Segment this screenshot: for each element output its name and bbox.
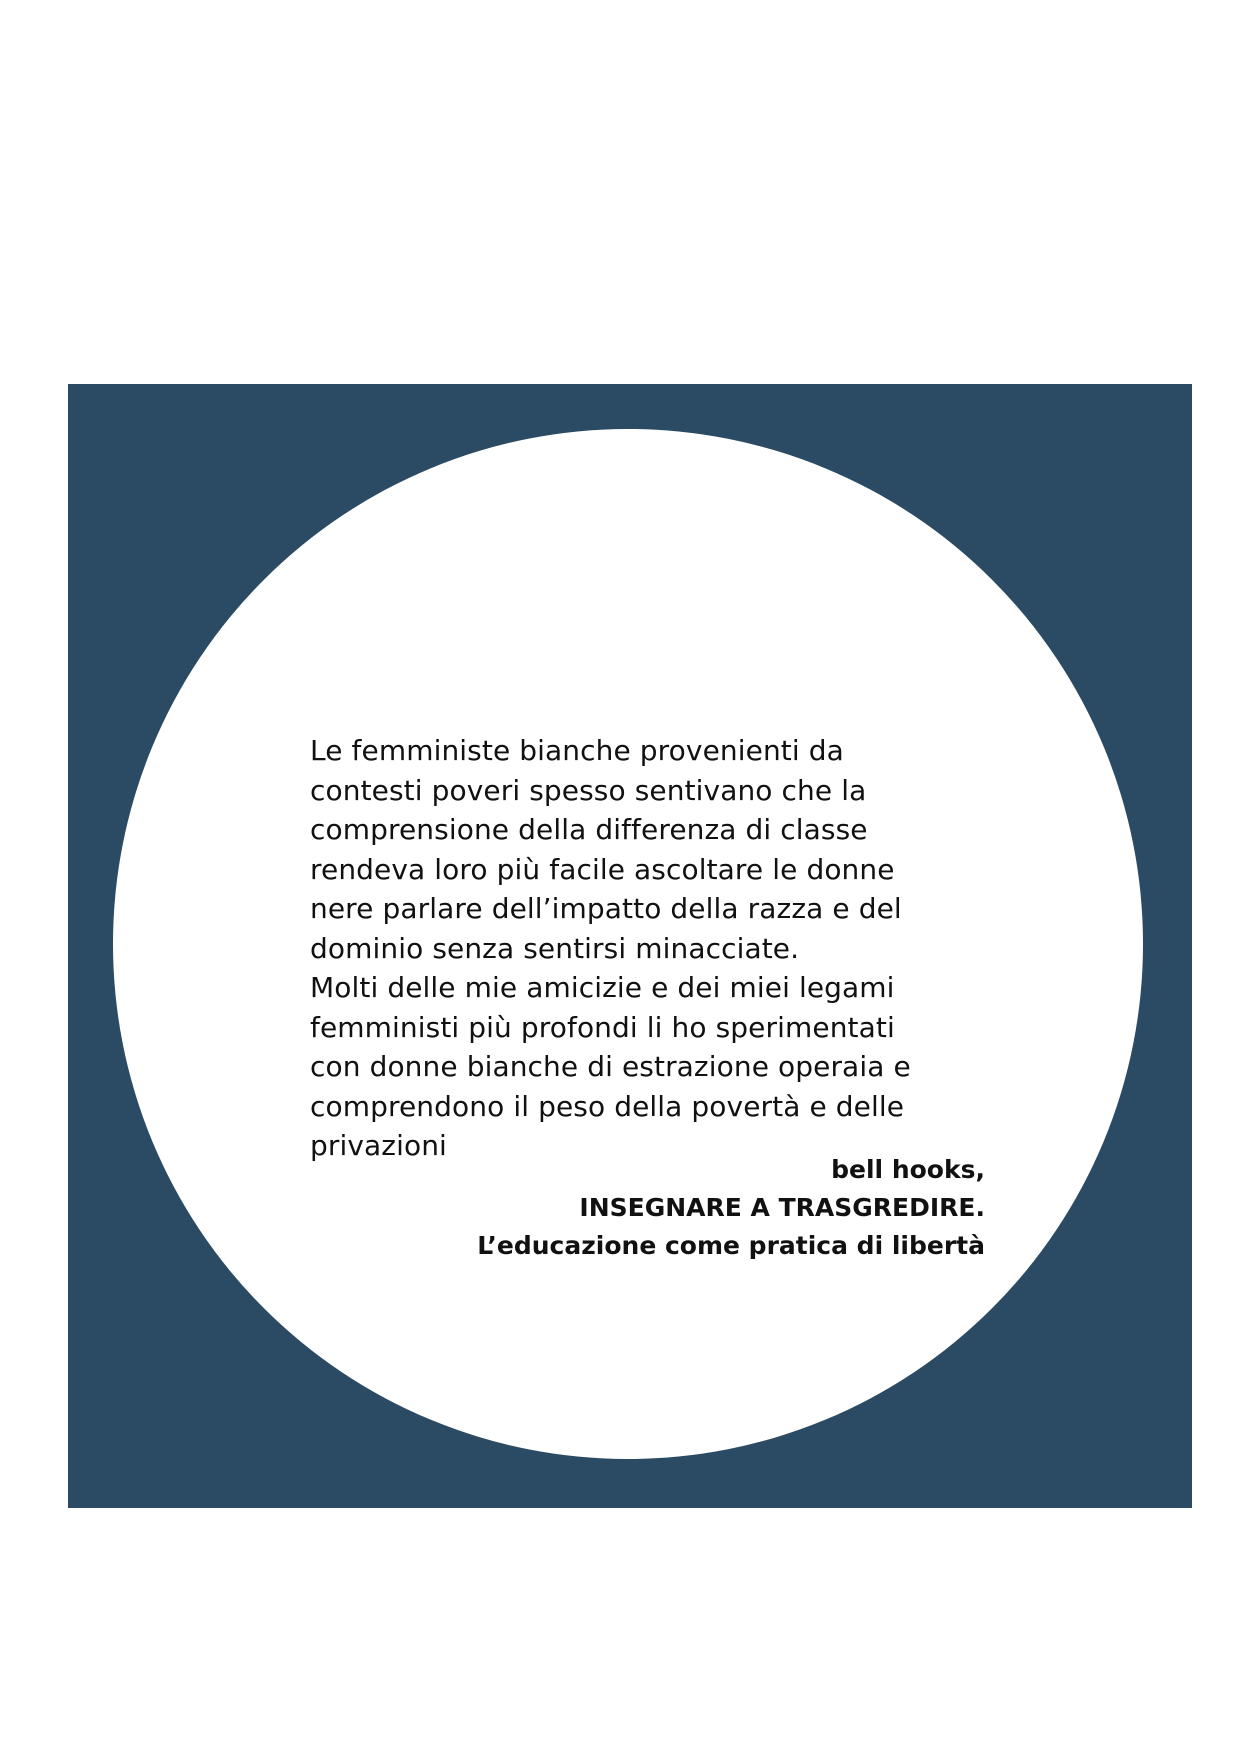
quote-line: Le femministe bianche provenienti da xyxy=(310,734,844,767)
quote-line: privazioni xyxy=(310,1129,447,1162)
quote-line: rendeva loro più facile ascoltare le donne xyxy=(310,852,895,886)
attribution-author: bell hooks, xyxy=(831,1155,985,1184)
quote-line: Molti delle mie amicizie e dei miei legami xyxy=(310,971,895,1004)
quote-line: comprendono il peso della povertà e delle xyxy=(310,1089,905,1123)
quote-attribution xyxy=(477,1151,985,1265)
quote-line: dominio senza sentirsi minacciate. xyxy=(310,931,800,965)
quote-line: femministi più profondi li ho sperimentati xyxy=(310,1010,895,1044)
quote-line: nere parlare dell’impatto della razza e del xyxy=(310,892,902,925)
quote-circle xyxy=(113,429,1143,1459)
quote-panel xyxy=(68,384,1192,1508)
quote-text xyxy=(310,731,1030,1166)
quote-line: comprensione della differenza di classe xyxy=(310,813,868,846)
attribution-book-subtitle: L’educazione come pratica di libertà xyxy=(477,1231,985,1260)
attribution-book-title: INSEGNARE A TRASGREDIRE. xyxy=(579,1193,985,1222)
quote-line: con donne bianche di estrazione operaia e xyxy=(310,1050,911,1083)
quote-line: contesti poveri spesso sentivano che la xyxy=(310,773,867,807)
